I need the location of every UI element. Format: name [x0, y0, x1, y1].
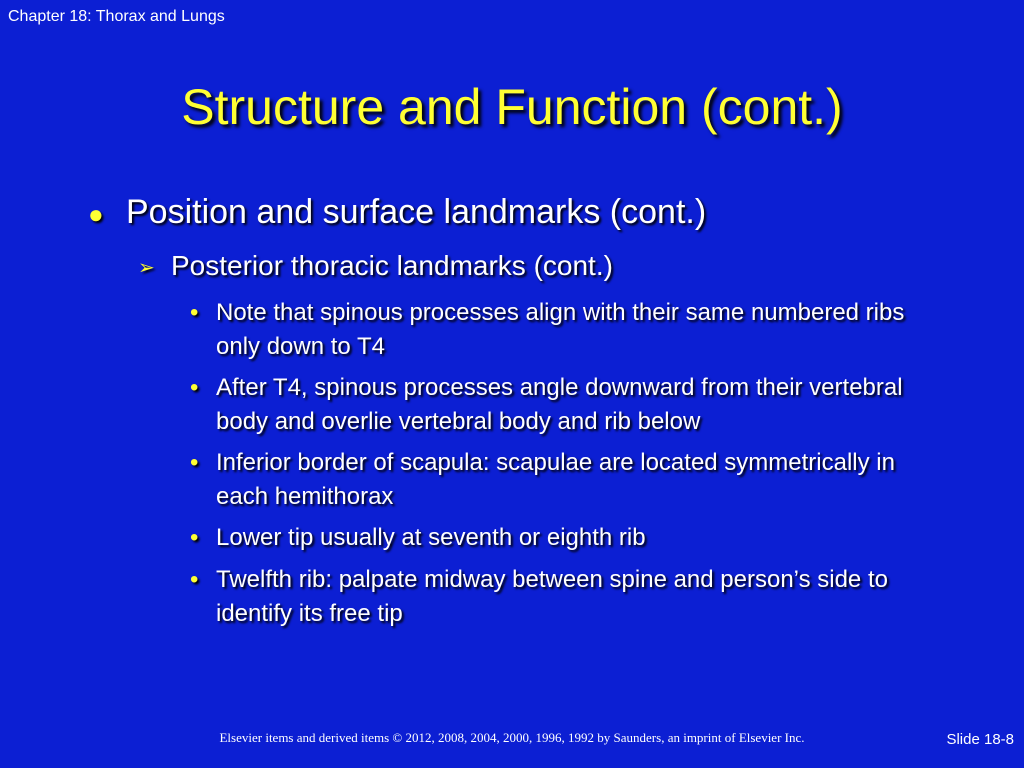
dot-bullet-icon: • [190, 374, 199, 401]
slide-number: Slide 18-8 [946, 731, 1014, 748]
round-bullet-icon: ● [88, 199, 104, 229]
bullet-level2-text: Posterior thoracic landmarks (cont.) [171, 250, 613, 281]
dot-bullet-icon: • [190, 299, 199, 326]
chapter-header: Chapter 18: Thorax and Lungs [8, 8, 225, 25]
bullet-level3-text: Twelfth rib: palpate midway between spine and person’s side to identify its free tip [216, 566, 888, 627]
arrow-bullet-icon: ➢ [138, 257, 155, 279]
bullet-level3-text: Note that spinous processes align with their same numbered ribs only down to T4 [216, 299, 905, 360]
slide-title: Structure and Function (cont.) [181, 79, 843, 135]
dot-bullet-icon: • [190, 524, 199, 551]
copyright-footer: Elsevier items and derived items © 2012, 2008, 2004, 2000, 1996, 1992 by Saunders, an imprint of Elsevier Inc. [219, 730, 805, 745]
bullet-level3-text: After T4, spinous processes angle downward from their vertebral body and overlie vertebral body and rib below [216, 374, 903, 435]
bullet-level3-text: Inferior border of scapula: scapulae are located symmetrically in each hemithorax [216, 449, 895, 510]
bullet-level3-text: Lower tip usually at seventh or eighth rib [216, 524, 646, 551]
dot-bullet-icon: • [190, 566, 199, 593]
bullet-level1-text: Position and surface landmarks (cont.) [126, 193, 707, 231]
dot-bullet-icon: • [190, 449, 199, 476]
